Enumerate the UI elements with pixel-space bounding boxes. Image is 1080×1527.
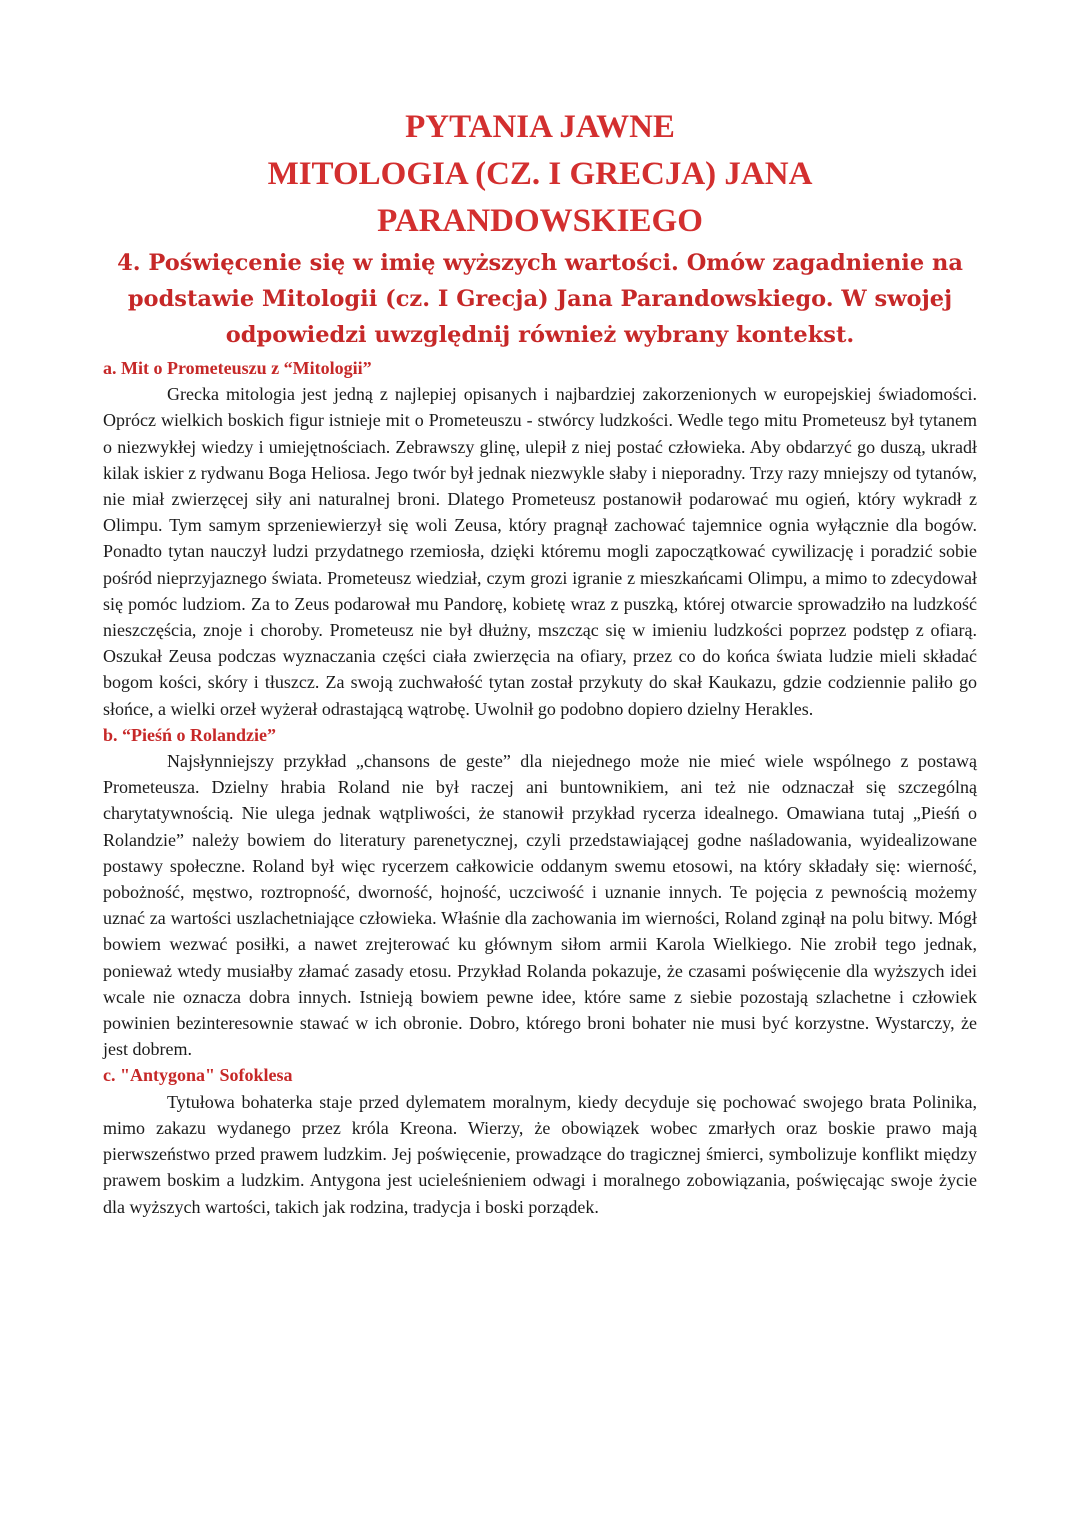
title-line-1: PYTANIA JAWNE [405,109,675,145]
document-title [103,104,977,245]
section-prometeusz [103,355,977,722]
section-antygona [103,1062,977,1219]
section-roland [103,722,977,1063]
section-paragraph-b: Najsłynniejszy przykład „chansons de geste” dla niejednego może nie mieć wiele wspólnego z postawą Prometeusza. Dzielny hrabia Roland nie był raczej ani buntownikiem, ani też nie odznaczał się szczególną charytatywnością. Nie ulega jednak wątpliwości, że stanowił przykład rycerza idealnego. Omawiana tutaj „Pieśń o Rolandzie” należy bowiem do literatury parenetycznej, czyli przedstawiającej godne naśladowania, wyidealizowane postawy społeczne. Roland był więc rycerzem całkowicie oddanym swemu etosowi, na który składały się: wierność, pobożność, męstwo, roztropność, dworność, hojność, uczciwość i uznanie innych. Te pojęcia z pewnością możemy uznać za wartości uszlachetniające człowieka. Właśnie dla zachowania im wierności, Roland zginął na polu bitwy. Mógł bowiem wezwać posiłki, a nawet zrejterować ku głównym siłom armii Karola Wielkiego. Nie zrobił tego jednak, ponieważ wtedy musiałby złamać zasady etosu. Przykład Rolanda pokazuje, że czasami poświęcenie dla wyższych idei wcale nie oznacza dobra innych. Istnieją bowiem pewne idee, które same z siebie pozostają szlachetne i człowiek powinien bezinteresownie stawać w ich obronie. Dobro, którego broni bohater nie musi być korzystne. Wystarczy, że jest dobrem. [103,751,977,1060]
title-line-2: MITOLOGIA (CZ. I GRECJA) JANA PARANDOWSKIEGO [267,156,813,239]
question-text: 4. Poświęcenie się w imię wyższych wartości. Omów zagadnienie na podstawie Mitologii (cz. I Grecja) Jana Parandowskiego. W swojej odpowiedzi uwzględnij również wybrany kontekst. [117,250,963,348]
document-page [103,104,977,1220]
section-heading-c: c. "Antygona" Sofoklesa [103,1065,293,1086]
section-paragraph-a: Grecka mitologia jest jedną z najlepiej opisanych i najbardziej zakorzenionych w europejskiej świadomości. Oprócz wielkich boskich figur istnieje mit o Prometeuszu - stwórcy ludzkości. Wedle tego mitu Prometeusz był tytanem o niezwykłej wiedzy i umiejętnościach. Zebrawszy glinę, ulepił z niej postać człowieka. Aby obdarzyć go duszą, ukradł kilak iskier z rydwanu Boga Heliosa. Jego twór był jednak niezwykle słaby i nieporadny. Trzy razy mniejszy od tytanów, nie miał zwierzęcej siły ani naturalnej broni. Dlatego Prometeusz postanowił podarować mu ogień, który wykradł z Olimpu. Tym samym sprzeniewierzył się woli Zeusa, który pragnął zachować tajemnice ognia wyłącznie dla bogów. Ponadto tytan nauczył ludzi przydatnego rzemiosła, dzięki któremu mogli zapoczątkować cywilizację i poradzić sobie pośród nieprzyjaznego świata. Prometeusz wiedział, czym grozi igranie z mieszkańcami Olimpu, a mimo to zdecydował się pomóc ludziom. Za to Zeus podarował mu Pandorę, kobietę wraz z puszką, której otwarcie sprowadziło na ludzkość nieszczęścia, znoje i choroby. Prometeusz nie był dłużny, mszcząc się w imieniu ludzkości poprzez podstęp z ofiarą. Oszukał Zeusa podczas wyznaczania części ciała zwierzęcia na ofiary, przez co do końca świata ludzie mieli składać bogom kości, skóry i tłuszcz. Za swoją zuchwałość tytan został przykuty do skał Kaukazu, gdzie codziennie paliło go słońce, a wielki orzeł wyżerał odrastającą wątrobę. Uwolnił go podobno dopiero dzielny Herakles. [103,384,977,719]
section-heading-b: b. “Pieśń o Rolandzie” [103,724,277,745]
section-heading-a: a. Mit o Prometeuszu z “Mitologii” [103,358,372,378]
section-paragraph-c: Tytułowa bohaterka staje przed dylematem moralnym, kiedy decyduje się pochować swojego brata Polinika, mimo zakazu wydanego przez króla Kreona. Wierzy, że obowiązek wobec zmarłych oraz boskie prawo mają pierwszeństwo przed prawem ludzkim. Jej poświęcenie, prowadzące do tragicznej śmierci, symbolizuje konflikt między prawem boskim a ludzkim. Antygona jest ucieleśnieniem odwagi i moralnego zobowiązania, poświęcając swoje życie dla wyższych wartości, takich jak rodzina, tradycja i boski porządek. [103,1091,977,1217]
